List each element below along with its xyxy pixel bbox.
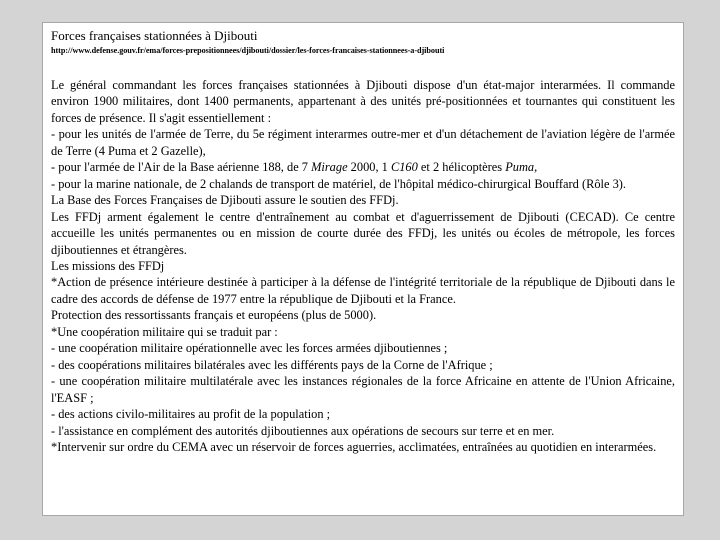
air-text-1: - pour l'armée de l'Air de la Base aérienne 188, de 7 [51, 160, 312, 175]
paragraph-base: La Base des Forces Françaises de Djibouti assure le soutien des FFDj. [51, 193, 399, 208]
source-url: http://www.defense.gouv.fr/ema/forces-prepositionnees/djibouti/dossier/les-forces-francaises-stationnees-a-djibouti [51, 46, 445, 55]
air-text-3: et 2 hélicoptères [417, 160, 506, 175]
puma-label: Puma [505, 160, 535, 175]
slide-title: Forces françaises stationnées à Djibouti [51, 28, 258, 43]
slide-body [51, 77, 675, 455]
list-item-bilaterales: - des coopérations militaires bilatérales avec les différents pays de la Corne de l'Afrique ; [51, 357, 493, 372]
air-text-2: 2000, 1 [347, 160, 391, 175]
list-item-assistance: - l'assistance en complément des autorités djiboutiennes aux opérations de secours sur terre et en mer. [51, 423, 555, 438]
mirage-label: Mirage [311, 160, 348, 175]
c160-label: C160 [390, 160, 418, 175]
air-text-4: , [534, 160, 538, 175]
list-item-multilaterale: - une coopération militaire multilatérale avec les instances régionales de la force Africaine en attente de l'Union Africaine, l'EASF ; [51, 374, 675, 405]
paragraph-terre: - pour les unités de l'armée de Terre, du 5e régiment interarmes outre-mer et d'un détachement de l'aviation légère de l'armée de Terre (4 Puma et 2 Gazelle), [51, 127, 675, 158]
paragraph-cooperation: *Une coopération militaire qui se traduit par : [51, 324, 278, 339]
paragraph-intro: Le général commandant les forces françaises stationnées à Djibouti dispose d'un état-major interarmées. Il commande environ 1900 militaires, dont 1400 permanents, appartenant à des unités pré-positionnées et tournantes qui constituent les forces de présence. Il s'agit essentiellement : [51, 78, 675, 125]
paragraph-missions-heading: Les missions des FFDj [51, 258, 165, 273]
paragraph-protection: Protection des ressortissants français et européens (plus de 5000). [51, 308, 377, 323]
list-item-operationnelle: - une coopération militaire opérationnelle avec les forces armées djiboutiennes ; [51, 341, 448, 356]
paragraph-air [51, 159, 675, 175]
paragraph-marine: - pour la marine nationale, de 2 chalands de transport de matériel, de l'hôpital médico-chirurgical Bouffard (Rôle 3). [51, 176, 626, 191]
list-item-civilo-militaires: - des actions civilo-militaires au profit de la population ; [51, 407, 331, 422]
slide [42, 22, 684, 516]
paragraph-intervenir: *Intervenir sur ordre du CEMA avec un réservoir de forces aguerries, acclimatées, entraînées au quotidien en interarmées. [51, 439, 657, 454]
paragraph-action-presence: *Action de présence intérieure destinée à participer à la défense de l'intégrité territoriale de la république de Djibouti dans le cadre des accords de défense de 1977 entre la république de Djibouti et la France. [51, 275, 675, 306]
paragraph-cecad: Les FFDj arment également le centre d'entraînement au combat et d'aguerrissement de Djibouti (CECAD). Ce centre accueille les unités permanentes ou en mission de courte durée des FFDj, les unités ou écoles de métropole, les forces djiboutiennes et étrangères. [51, 209, 675, 257]
